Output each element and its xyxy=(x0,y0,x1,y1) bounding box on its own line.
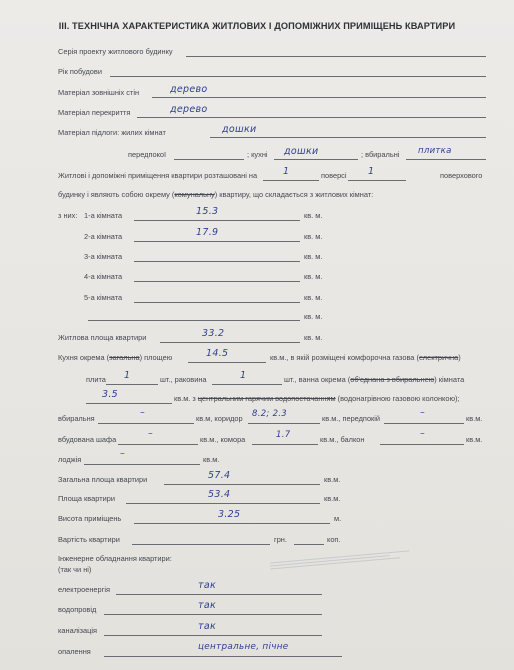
of-them-label: з них: xyxy=(58,211,78,220)
series-line[interactable] xyxy=(186,56,486,57)
year-line[interactable] xyxy=(110,76,486,77)
toilet-label: вбиральня xyxy=(58,414,95,423)
floor-num-line[interactable] xyxy=(263,180,319,181)
kitchen-floor-value: дошки xyxy=(284,146,319,157)
apt-area-value: 53.4 xyxy=(208,489,231,500)
bathroom-floor-value: плитка xyxy=(418,146,452,156)
ceiling-line[interactable] xyxy=(137,117,486,118)
room1-label: 1-а кімната xyxy=(84,211,123,220)
electricity-value: так xyxy=(198,580,216,591)
living-area-unit: кв. м. xyxy=(304,333,323,342)
cost-kop: коп. xyxy=(327,535,341,544)
kitchen-area-value: 14.5 xyxy=(206,348,229,359)
hot-water-label: кв.м. з центральним гарячим водопостачанням (водонагрівною газовою колонкою); xyxy=(174,394,460,403)
located-label: Житлові і допоміжні приміщення квартири розташовані на xyxy=(58,171,258,180)
engineering-label: Інженерне обладнання квартири: xyxy=(58,554,172,563)
corridor-label: кв.м, коридор xyxy=(196,414,243,423)
stove-line[interactable] xyxy=(106,384,158,385)
sink-line[interactable] xyxy=(212,384,282,385)
heating-line[interactable] xyxy=(104,656,342,657)
kitchen-area-label: Кухня окрема (загальна) площею xyxy=(58,353,173,362)
kitchen-equip-label: кв.м., в якій розміщені комфорочна газова (електрична) xyxy=(270,353,461,362)
room1-value: 15.3 xyxy=(196,206,219,217)
floor-value: дошки xyxy=(222,124,257,135)
storage-label: кв.м., комора xyxy=(200,435,246,444)
room3-line[interactable] xyxy=(134,261,300,262)
kitchen-label: ; кухні xyxy=(247,150,268,159)
bath-area-line[interactable] xyxy=(86,403,172,404)
hallway-line[interactable] xyxy=(384,423,464,424)
room1-unit: кв. м. xyxy=(304,211,323,220)
ceiling-value: дерево xyxy=(170,104,208,115)
hallway-unit: кв.м. xyxy=(466,414,483,423)
height-value: 3.25 xyxy=(218,509,241,520)
faint-stamp xyxy=(270,549,420,569)
room2-value: 17.9 xyxy=(196,227,219,238)
wardrobe-value: – xyxy=(148,428,154,439)
storey-word: поверхового xyxy=(440,171,483,180)
floor-label: Матеріал підлоги: жилих кімнат xyxy=(58,128,166,137)
walls-value: дерево xyxy=(170,84,208,95)
yes-no-label: (так чи ні) xyxy=(58,565,92,574)
total-area-value: 57.4 xyxy=(208,470,231,481)
room3-unit: кв. м. xyxy=(304,252,323,261)
sewer-value: так xyxy=(198,621,216,632)
wardrobe-line[interactable] xyxy=(118,444,198,445)
electricity-label: електроенергія xyxy=(58,585,110,594)
room2-line[interactable] xyxy=(134,241,300,242)
living-area-line[interactable] xyxy=(160,342,300,343)
wardrobe-label: вбудована шафа xyxy=(58,435,117,444)
sink-value: 1 xyxy=(240,370,247,381)
total-area-line[interactable] xyxy=(164,484,320,485)
floor-word: поверсі xyxy=(321,171,347,180)
storage-value: 1.7 xyxy=(276,430,291,440)
heating-value: центральне, пічне xyxy=(198,642,289,652)
hall-line[interactable] xyxy=(174,159,244,160)
balcony-line[interactable] xyxy=(380,444,464,445)
bathroom-label: ; вбиральні xyxy=(361,150,400,159)
balcony-label: кв.м., балкон xyxy=(320,435,365,444)
toilet-value: – xyxy=(140,407,146,418)
room3-label: 3-а кімната xyxy=(84,252,123,261)
hall-label: передпокої xyxy=(128,150,167,159)
balcony-unit: кв.м. xyxy=(466,435,483,444)
apt-area-line[interactable] xyxy=(126,503,320,504)
year-label: Рік побудови xyxy=(58,67,102,76)
living-area-label: Житлова площа квартири xyxy=(58,333,147,342)
apt-area-label: Площа квартири xyxy=(58,494,115,503)
bath-label: шт., ванна окрема (об'єднана з вбиральнею) кімната xyxy=(284,375,465,384)
stove-value: 1 xyxy=(124,370,131,381)
storage-line[interactable] xyxy=(252,444,318,445)
walls-label: Матеріал зовнішніх стін xyxy=(58,88,140,97)
room5-unit: кв. м. xyxy=(304,293,323,302)
stove-label: плита xyxy=(86,375,106,384)
page-title: III. ТЕХНІЧНА ХАРАКТЕРИСТИКА ЖИТЛОВИХ І ДОПОМІЖНИХ ПРИМІЩЕНЬ КВАРТИРИ xyxy=(58,21,456,31)
bathroom-floor-line[interactable] xyxy=(406,159,486,160)
loggia-value: – xyxy=(120,448,126,459)
sink-label: шт., раковина xyxy=(160,375,207,384)
water-line[interactable] xyxy=(104,614,322,615)
apt-area-unit: кв.м. xyxy=(324,494,341,503)
loggia-label: лоджія xyxy=(58,455,82,464)
height-line[interactable] xyxy=(134,523,330,524)
room5-label: 5-а кімната xyxy=(84,293,123,302)
building-label: будинку і являють собою окрему (комунальну) квартиру, що складається з житлових кімнат: xyxy=(58,190,374,199)
walls-line[interactable] xyxy=(152,97,486,98)
hallway-value: – xyxy=(420,407,426,418)
cost-label: Вартість квартири xyxy=(58,535,120,544)
water-value: так xyxy=(198,600,216,611)
toilet-line[interactable] xyxy=(98,423,194,424)
heating-label: опалення xyxy=(58,647,91,656)
water-label: водопровід xyxy=(58,605,97,614)
floor-line[interactable] xyxy=(210,137,486,138)
room-extra-unit: кв. м. xyxy=(304,312,323,321)
cost-kop-line[interactable] xyxy=(294,544,324,545)
height-label: Висота приміщень xyxy=(58,514,122,523)
total-area-unit: кв.м. xyxy=(324,475,341,484)
storeys-value: 1 xyxy=(368,166,375,177)
kitchen-floor-line[interactable] xyxy=(274,159,358,160)
sewer-line[interactable] xyxy=(104,635,322,636)
corridor-line[interactable] xyxy=(248,423,320,424)
floor-num-value: 1 xyxy=(283,166,290,177)
loggia-unit: кв.м. xyxy=(203,455,220,464)
room4-unit: кв. м. xyxy=(304,272,323,281)
corridor-value: 8.2; 2.3 xyxy=(252,409,288,419)
room4-label: 4-а кімната xyxy=(84,272,123,281)
total-area-label: Загальна площа квартири xyxy=(58,475,148,484)
height-unit: м. xyxy=(334,514,342,523)
room-extra-line[interactable] xyxy=(88,320,300,321)
room1-line[interactable] xyxy=(134,220,300,221)
electricity-line[interactable] xyxy=(116,594,322,595)
storeys-line[interactable] xyxy=(348,180,406,181)
cost-grn-line[interactable] xyxy=(132,544,270,545)
bath-area-value: 3.5 xyxy=(102,389,119,400)
cost-grn: грн. xyxy=(274,535,287,544)
sewer-label: каналізація xyxy=(58,626,98,635)
ceiling-label: Матеріал перекриття xyxy=(58,108,131,117)
room2-unit: кв. м. xyxy=(304,232,323,241)
room4-line[interactable] xyxy=(134,281,300,282)
living-area-value: 33.2 xyxy=(202,328,225,339)
room5-line[interactable] xyxy=(134,302,300,303)
kitchen-area-line[interactable] xyxy=(188,362,266,363)
series-label: Серія проекту житлового будинку xyxy=(58,47,173,56)
balcony-value: – xyxy=(420,428,426,439)
loggia-line[interactable] xyxy=(84,464,200,465)
hallway-label: кв.м., передпокій xyxy=(322,414,381,423)
room2-label: 2-а кімната xyxy=(84,232,123,241)
